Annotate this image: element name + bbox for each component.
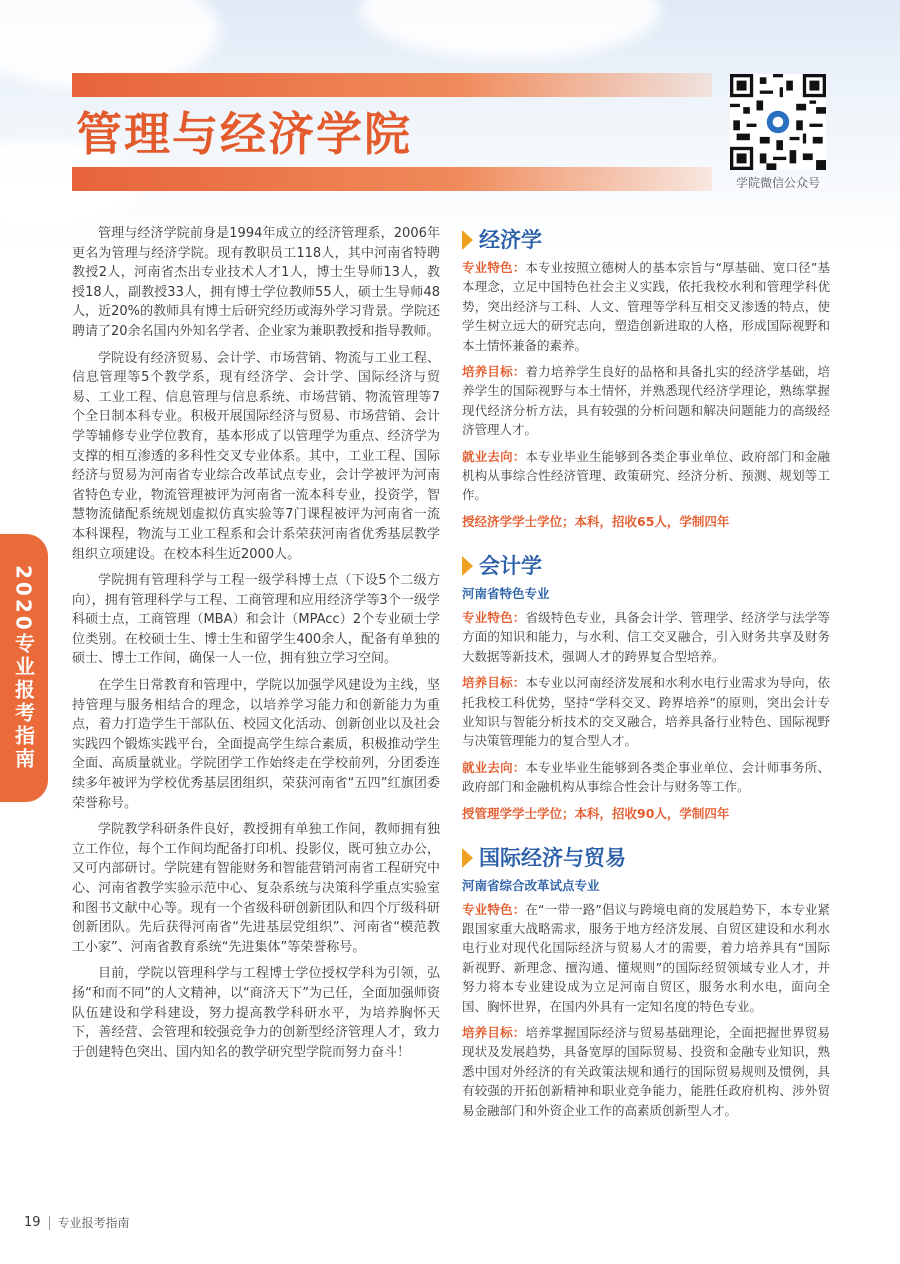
section-title: 经济学 — [479, 228, 542, 252]
item-label: 培养目标： — [462, 1024, 526, 1040]
triangle-marker-icon — [462, 848, 473, 868]
intro-paragraph: 学院拥有管理科学与工程一级学科博士点（下设5个二级方向），拥有管理科学与工程、工商管理和应用经济学等3个一级学科硕士点，工商管理（MBA）和会计（MPAcc）2个专业硕士学位类别。在校硕士生、博士生和留学生400余人，配备有单独的硕士、博士工作间，确保一人一位，拥有独立学习空间。 — [72, 573, 440, 667]
section-title: 会计学 — [479, 553, 542, 578]
intro-paragraph: 在学生日常教育和管理中，学院以加强学风建设为主线，坚持管理与服务相结合的理念，以培养学习能力和创新能力为重点，着力打造学生干部队伍、校园文化活动、创新创业以及社会实践四个锻炼实践平台，全面提高学生综合素质，积极推动学生全面、高质量就业。学院团学工作始终走在学校前列，分团委连续多年被评为学校优秀基层团组织，荣获河南省“五四”红旗团委荣誉称号。 — [72, 678, 440, 811]
major-item — [462, 447, 830, 505]
triangle-marker-icon — [462, 230, 473, 250]
intro-paragraph: 目前，学院以管理科学与工程博士学位授权学科为引领，弘扬“和而不同”的人文精神，以“商济天下”为己任，全面加强师资队伍建设和学科建设，努力提高教学科研水平，为培养胸怀天下，善经营、会管理和较强竞争力的创新型经济管理人才，致力于创建特色突出、国内知名的教学研究型学院而努力奋斗！ — [72, 966, 440, 1060]
page-footer — [24, 1214, 130, 1231]
degree-info: 授管理学学士学位；本科，招收90人，学制四年 — [462, 805, 730, 821]
item-text: 省级特色专业，具备会计学、管理学、经济学与法学等方面的知识和能力，与水利、信工交叉融合，引入财务共享及财务大数据等新技术，强调人才的跨界复合型培养。 — [462, 609, 830, 664]
qr-caption: 学院微信公众号 — [735, 176, 820, 190]
major-item — [462, 758, 830, 797]
item-label: 就业去向： — [462, 448, 526, 464]
side-tab-label: 2020专业报考指南 — [11, 565, 36, 771]
major-item — [462, 673, 830, 751]
item-label: 专业特色： — [462, 260, 526, 275]
major-item — [462, 900, 830, 1016]
intro-paragraph: 学院教学科研条件良好，教授拥有单独工作间，教师拥有独立工作位，每个工作间均配备打印机、投影仪，既可独立办公，又可内部研讨。学院建有智能财务和智能营销河南省工程研究中心、河南省教学实验示范中心、复杂系统与决策科学重点实验室和图书文献中心等。现有一个省级科研创新团队和四个厅级科研创新团队。先后获得河南省“先进基层党组织”、河南省“模范教工小家”、河南省教育系统“先进集体”等荣誉称号。 — [72, 822, 440, 955]
page-title: 管理与经济学院 — [76, 107, 412, 161]
section-heading — [462, 552, 830, 580]
section-heading — [462, 844, 830, 872]
section-heading — [462, 226, 830, 254]
intro-column — [72, 224, 440, 1069]
item-text: 本专业毕业生能够到各类企事业单位、政府部门和金融机构从事综合性经济管理、政策研究、经济分析、预测、规划等工作。 — [462, 448, 830, 503]
header-band-bottom — [72, 167, 712, 191]
section-title: 国际经济与贸易 — [479, 845, 626, 870]
major-item — [462, 1023, 830, 1120]
major-item — [462, 362, 830, 440]
header-band-top — [72, 73, 712, 97]
majors-column — [462, 226, 830, 1134]
item-text: 着力培养学生良好的品格和具备扎实的经济学基础，培养学生的国际视野与本土情怀，并熟悉现代经济学理论，熟练掌握现代经济分析方法，具有较强的分析问题和解决问题能力的高级经济管理人才。 — [462, 364, 830, 438]
intro-paragraph: 学院设有经济贸易、会计学、市场营销、物流与工业工程、信息管理等5个教学系，现有经济学、会计学、国际经济与贸易、工业工程、信息管理与信息系统、市场营销、物流管理等7个全日制本科专业。积极开展国际经济与贸易、市场营销、会计学等辅修专业学位教育，基本形成了以管理学为重点、经济学为支撑的相互渗透的多科性交叉专业体系。其中，工业工程、国际经济与贸易为河南省专业综合改革试点专业，会计学被评为河南省特色专业，物流管理被评为河南省一流本科专业，投资学，智慧物流储配系统规划虚拟仿真实验等7门课程被评为河南省一流本科课程，物流与工业工程系和会计系荣获河南省优秀基层教学组织立项建设。在校本科生近2000人。 — [72, 350, 440, 562]
major-accounting — [462, 552, 830, 822]
cloud-decoration — [360, 0, 660, 60]
major-economics — [462, 226, 830, 530]
footer-divider — [49, 1216, 50, 1230]
major-international-trade — [462, 844, 830, 1120]
triangle-marker-icon — [462, 556, 473, 576]
item-label: 专业特色： — [462, 901, 526, 917]
item-text: 本专业按照立德树人的基本宗旨与“厚基础、宽口径”基本理念，立足中国特色社会主义实践，依托我校水利和管理学科优势，突出经济与工科、人文、管理等学科互相交叉渗透的特点，使学生树立远大的研究志向，塑造创新进取的人格，形成国际视野和本土情怀兼备的素养。 — [462, 260, 830, 353]
item-label: 培养目标： — [462, 364, 526, 380]
page-number: 19 — [24, 1215, 41, 1230]
item-text: 培养掌握国际经济与贸易基础理论，全面把握世界贸易现状及发展趋势，具备宽厚的国际贸易、投资和金融专业知识，熟悉中国对外经济的有关政策法规和通行的国际贸易规则及惯例，具有较强的开拓创新精神和职业竞争能力，能胜任政府机构、涉外贸易金融部门和外资企业工作的高素质创新型人才。 — [462, 1024, 830, 1118]
intro-paragraph: 管理与经济学院前身是1994年成立的经济管理系，2006年更名为管理与经济学院。现有教职员工118人，其中河南省特聘教授2人，河南省杰出专业技术人才1人，博士生导师13人，教授18人，副教授33人，拥有博士学位教师55人，硕士生导师48人，近20%的教师具有博士后研究经历或海外学习背景。学院还聘请了20余名国内外知名学者、企业家为兼职教授和指导教师。 — [72, 226, 440, 339]
item-label: 专业特色： — [462, 609, 526, 625]
major-item — [462, 258, 830, 355]
qr-code — [730, 74, 826, 170]
degree-info: 授经济学学士学位；本科，招收65人，学制四年 — [462, 513, 730, 529]
item-text: 本专业毕业生能够到各类企事业单位、会计师事务所、政府部门和金融机构从事综合性会计与财务等工作。 — [462, 759, 830, 795]
major-item — [462, 608, 830, 666]
side-tab — [0, 534, 48, 802]
item-label: 就业去向： — [462, 759, 526, 775]
item-label: 培养目标： — [462, 675, 526, 691]
footer-text: 专业报考指南 — [57, 1216, 130, 1230]
section-subtitle: 河南省特色专业 — [462, 585, 550, 601]
section-subtitle: 河南省综合改革试点专业 — [462, 877, 600, 893]
item-text: 在“一带一路”倡议与跨境电商的发展趋势下，本专业紧跟国家重大战略需求，服务于地方经济发展、自贸区建设和水利水电行业对现代化国际经济与贸易人才的需要，着力培养具有“国际新视野、新理念、擅沟通、懂规则”的国际经贸领域专业人才，并努力将本专业建设成为立足河南自贸区，服务水利水电，面向全国、胸怀世界，在国内外具有一定知名度的特色专业。 — [462, 901, 830, 1014]
item-text: 本专业以河南经济发展和水利水电行业需求为导向，依托我校工科优势，坚持“学科交叉、跨界培养”的原则，突出会计专业知识与智能分析技术的交叉融合，培养具备行业特色、国际视野与决策管理能力的复合型人才。 — [462, 675, 830, 749]
